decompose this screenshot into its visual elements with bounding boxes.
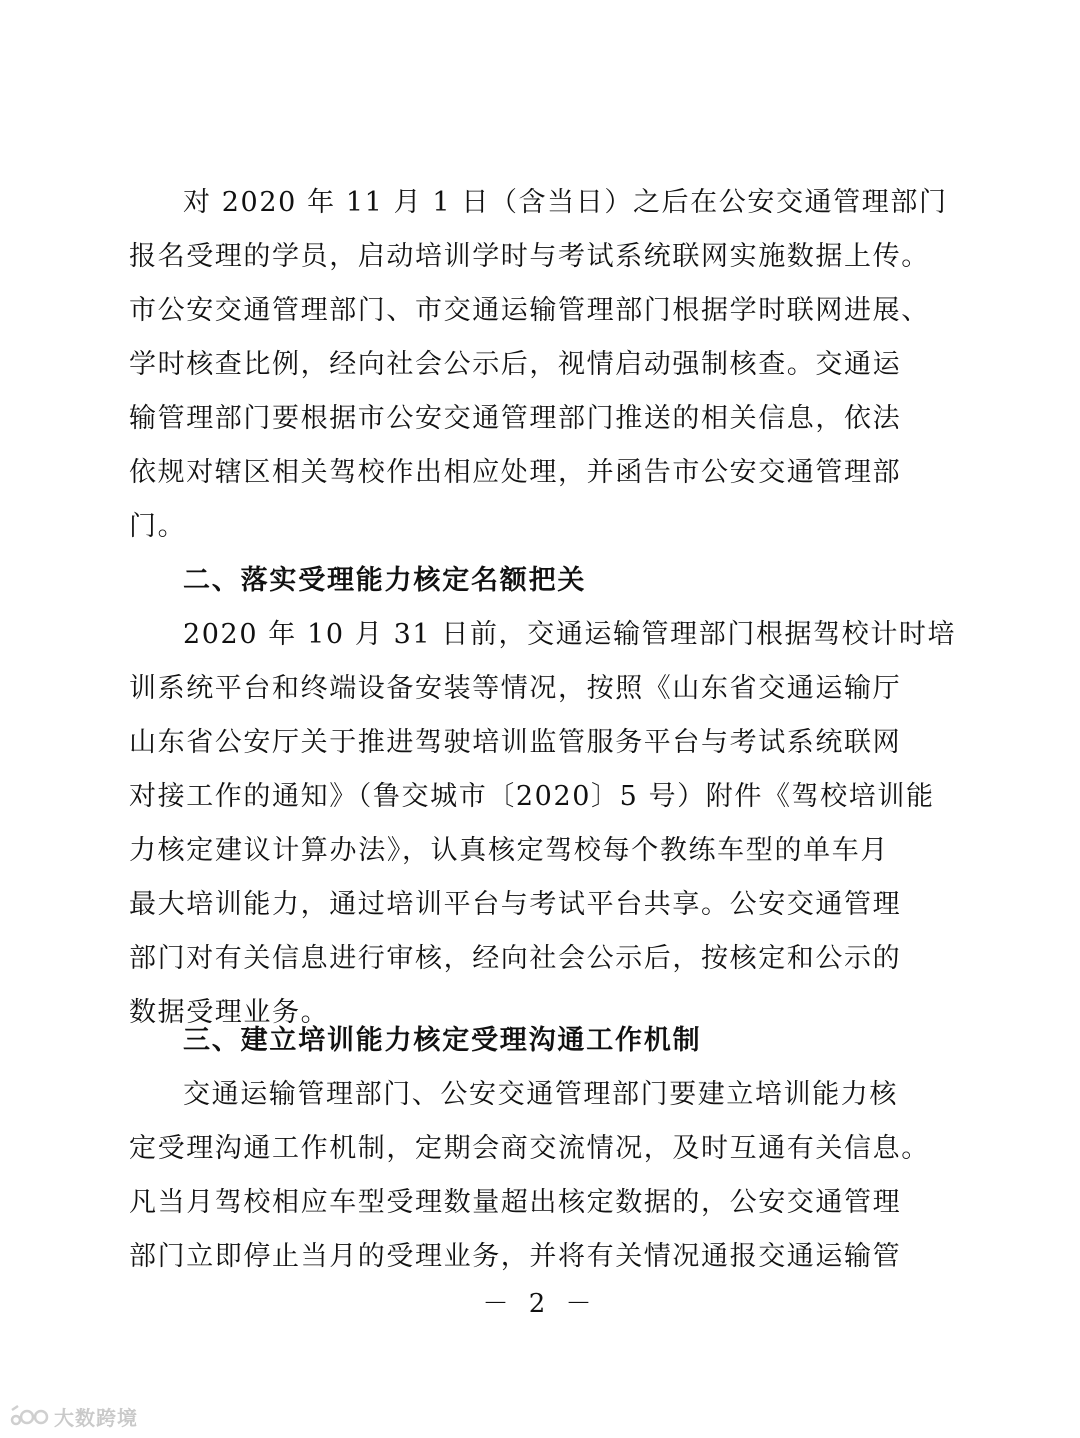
paragraph-line: 部门立即停止当月的受理业务，并将有关情况通报交通运输管 — [129, 1241, 902, 1272]
paragraph-line: 山东省公安厅关于推进驾驶培训监管服务平台与考试系统联网 — [129, 727, 902, 758]
paragraph-line: 凡当月驾校相应车型受理数量超出核定数据的，公安交通管理 — [129, 1187, 902, 1218]
paragraph-line: 门。 — [129, 511, 187, 542]
section-3-heading: 三、建立培训能力核定受理沟通工作机制 — [183, 1025, 702, 1056]
page-number: － 2 － — [482, 1289, 598, 1319]
paragraph-line: 市公安交通管理部门、市交通运输管理部门根据学时联网进展、 — [129, 295, 930, 326]
paragraph-line: 输管理部门要根据市公安交通管理部门推送的相关信息，依法 — [129, 403, 902, 434]
paragraph-line: 力核定建议计算办法》，认真核定驾校每个教练车型的单车月 — [129, 835, 889, 866]
paragraph-line: 对接工作的通知》（鲁交城市〔2020〕5 号）附件《驾校培训能 — [129, 781, 935, 812]
paragraph-line: 交通运输管理部门、公安交通管理部门要建立培训能力核 — [183, 1079, 898, 1110]
watermark-logo-icon — [10, 1404, 50, 1430]
paragraph-line: 数据受理业务。 — [129, 997, 330, 1028]
paragraph-line: 报名受理的学员，启动培训学时与考试系统联网实施数据上传。 — [129, 241, 930, 272]
paragraph-line: 训系统平台和终端设备安装等情况，按照《山东省交通运输厅 — [129, 673, 902, 704]
paragraph-line: 学时核查比例，经向社会公示后，视情启动强制核查。交通运 — [129, 349, 902, 380]
paragraph-line: 定受理沟通工作机制，定期会商交流情况，及时互通有关信息。 — [129, 1133, 930, 1164]
paragraph-line: 最大培训能力，通过培训平台与考试平台共享。公安交通管理 — [129, 889, 902, 920]
paragraph-line: 对 2020 年 11 月 1 日（含当日）之后在公安交通管理部门 — [183, 187, 948, 218]
paragraph-line: 依规对辖区相关驾校作出相应处理，并函告市公安交通管理部 — [129, 457, 902, 488]
paragraph-line: 部门对有关信息进行审核，经向社会公示后，按核定和公示的 — [129, 943, 902, 974]
watermark-text: 大数跨境 — [54, 1406, 138, 1430]
section-2-heading: 二、落实受理能力核定名额把关 — [183, 565, 587, 596]
watermark — [10, 1402, 138, 1431]
paragraph-line: 2020 年 10 月 31 日前，交通运输管理部门根据驾校计时培 — [183, 619, 957, 650]
